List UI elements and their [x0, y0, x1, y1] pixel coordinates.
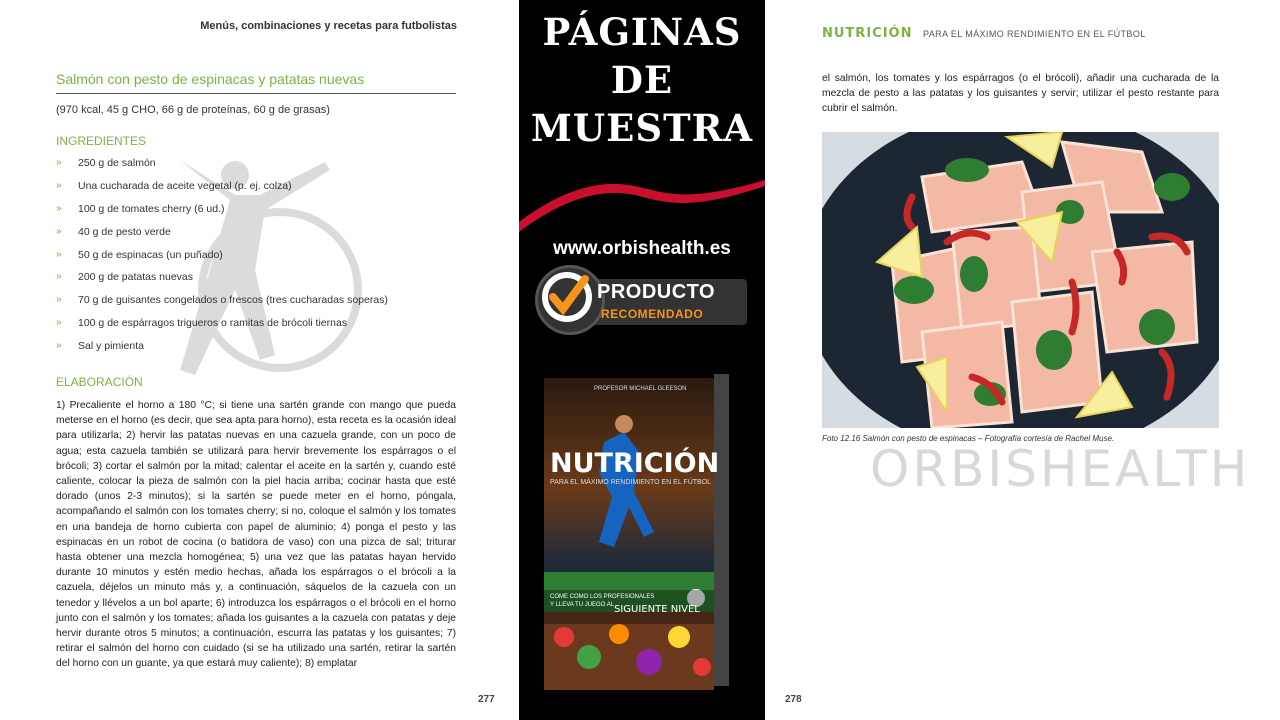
book-tagline-3: SIGUIENTE NIVEL	[614, 604, 700, 615]
badge-line1: PRODUCTO	[597, 281, 716, 303]
ingredient-item	[56, 179, 476, 202]
ingredient-item	[56, 270, 476, 293]
bullet-icon: »	[56, 225, 62, 237]
ingredient-text: 70 g de guisantes congelados o frescos (tres cucharadas soperas)	[78, 294, 388, 307]
title-line: PÁGINAS	[542, 10, 742, 54]
ingredient-text: 250 g de salmón	[78, 157, 156, 169]
ingredient-item	[56, 339, 476, 362]
bullet-icon: »	[56, 248, 62, 260]
ingredient-text: 50 g de espinacas (un puñado)	[78, 248, 223, 261]
ingredients-heading: INGREDIENTES	[56, 134, 147, 148]
photo-caption: Foto 12.16 Salmón con pesto de espinacas – Fotografía cortesía de Rachel Muse.	[822, 434, 1115, 443]
ingredient-text: 100 g de espárragos trigueros o ramitas de brócoli tiernas	[78, 317, 348, 330]
book-tagline-2: Y LLEVA TU JUEGO AL	[550, 602, 615, 608]
badge-line2: RECOMENDADO	[601, 307, 704, 321]
orbishealth-watermark: ORBISHEALTH	[870, 440, 1251, 498]
bullet-icon: »	[56, 202, 62, 214]
right-head-subtitle: PARA EL MÁXIMO RENDIMIENTO EN EL FÚTBOL	[923, 29, 1146, 39]
bullet-icon: »	[56, 157, 62, 168]
ingredient-text: Sal y pimienta	[78, 340, 144, 353]
ingredient-item	[56, 156, 476, 179]
running-head: Menús, combinaciones y recetas para futbolistas	[200, 20, 457, 32]
ingredient-text: 40 g de pesto verde	[78, 225, 171, 238]
book-tagline-1: COME COMO LOS PROFESIONALES	[550, 594, 655, 600]
book-cover	[544, 372, 729, 692]
book-author: PROFESOR MICHAEL GLEESON	[594, 386, 687, 392]
bullet-icon: »	[56, 179, 62, 191]
bullet-icon: »	[56, 317, 62, 329]
recipe-title: Salmón con pesto de espinacas y patatas nuevas	[56, 71, 456, 94]
nutrition-info: (970 kcal, 45 g CHO, 66 g de proteínas, 60 g de grasas)	[56, 104, 330, 116]
website-url[interactable]: www.orbishealth.es	[553, 238, 731, 259]
bullet-icon: »	[56, 271, 62, 283]
book-title: NUTRICIÓN	[550, 448, 720, 479]
title-line: DE	[610, 58, 674, 102]
check-circle	[535, 265, 605, 335]
left-page	[0, 0, 519, 720]
ingredient-item	[56, 293, 476, 316]
checkmark-icon	[535, 265, 599, 329]
bullet-icon: »	[56, 294, 62, 306]
ingredient-item	[56, 316, 476, 339]
book-cover-art	[544, 372, 729, 692]
ingredient-item	[56, 202, 476, 225]
right-head-title: NUTRICIÓN	[822, 26, 913, 41]
book-subtitle: PARA EL MÁXIMO RENDIMIENTO EN EL FÚTBOL	[550, 479, 712, 486]
bullet-icon: »	[56, 340, 62, 352]
sample-pages-title	[519, 8, 765, 152]
page-number-left: 277	[478, 694, 495, 705]
salmon-pan-illustration	[822, 132, 1219, 428]
recommended-badge	[535, 265, 749, 335]
ingredient-text: Una cucharada de aceite vegetal (p. ej. colza)	[78, 179, 292, 192]
ingredient-item	[56, 248, 476, 271]
right-body-text: el salmón, los tomates y los espárragos (o el brócoli), añadir una cucharada de la mezcla de pesto a las patatas y los guisantes y servir; utilizar el pesto restante para cubrir el salmón.	[822, 73, 1219, 115]
ingredients-list	[56, 156, 476, 362]
ingredient-text: 200 g de patatas nuevas	[78, 271, 194, 284]
page-number-right: 278	[785, 694, 802, 705]
salmon-photo	[822, 132, 1219, 428]
red-swoosh-icon	[519, 172, 765, 232]
ingredient-item	[56, 225, 476, 248]
ingredient-text: 100 g de tomates cherry (6 ud.)	[78, 202, 225, 215]
title-line: MUESTRA	[530, 106, 754, 150]
elaboration-heading: ELABORACIÓN	[56, 375, 143, 389]
elaboration-text: 1) Precaliente el horno a 180 °C; si tiene una sartén grande con mango que pueda meterse en el horno (es decir, que sea apta para horno), esta receta es la ocasión ideal para utilizarla; 2) hervir las patatas nuevas en una cazuela grande, con un poco de agua; esta cazuela también se utilizará para hervir brevemente los espárragos o el brócoli; 3) cortar el salmón por la mitad; calentar el aceite en la sartén y, cuando esté caliente, colocar la pieza de salmón con la piel hacia arriba; cocinar hasta que esté dorado (unos 2-3 minutos); si la sartén se puede meter en el horno, póngala, acompañando el salmón con los tomates cherry; si no, coloque el salmón y los tomates en una bandeja de horno cubierta con papel de aluminio; 4) ponga el pesto y las espinacas en un robot de cocina (o batidora de vaso) con una pizca de sal; triturar hasta obtener una mezcla homogénea; 5) una vez que las patatas hayan hervido durante 10 minutos y estén medio hechas, añada los espárragos o el brócoli a la cazuela, déjelos un minuto más y, a continuación, sáquelos de la cazuela con un tenedor y llévelos a un bol aparte; 6) introduzca los espárragos o el brócoli en el horno junto con el salmón y los tomates; añada los guisantes a la cazuela con patatas y deje hervir durante otros 5 minutos; a continuación, escurra las patatas y los guisantes; 7) retirar el salmón del horno con cuidado (si se ha utilizado una sartén, retirar la sartén del horno con un guante, ya que estará muy caliente); 8) emplatar	[56, 400, 456, 670]
